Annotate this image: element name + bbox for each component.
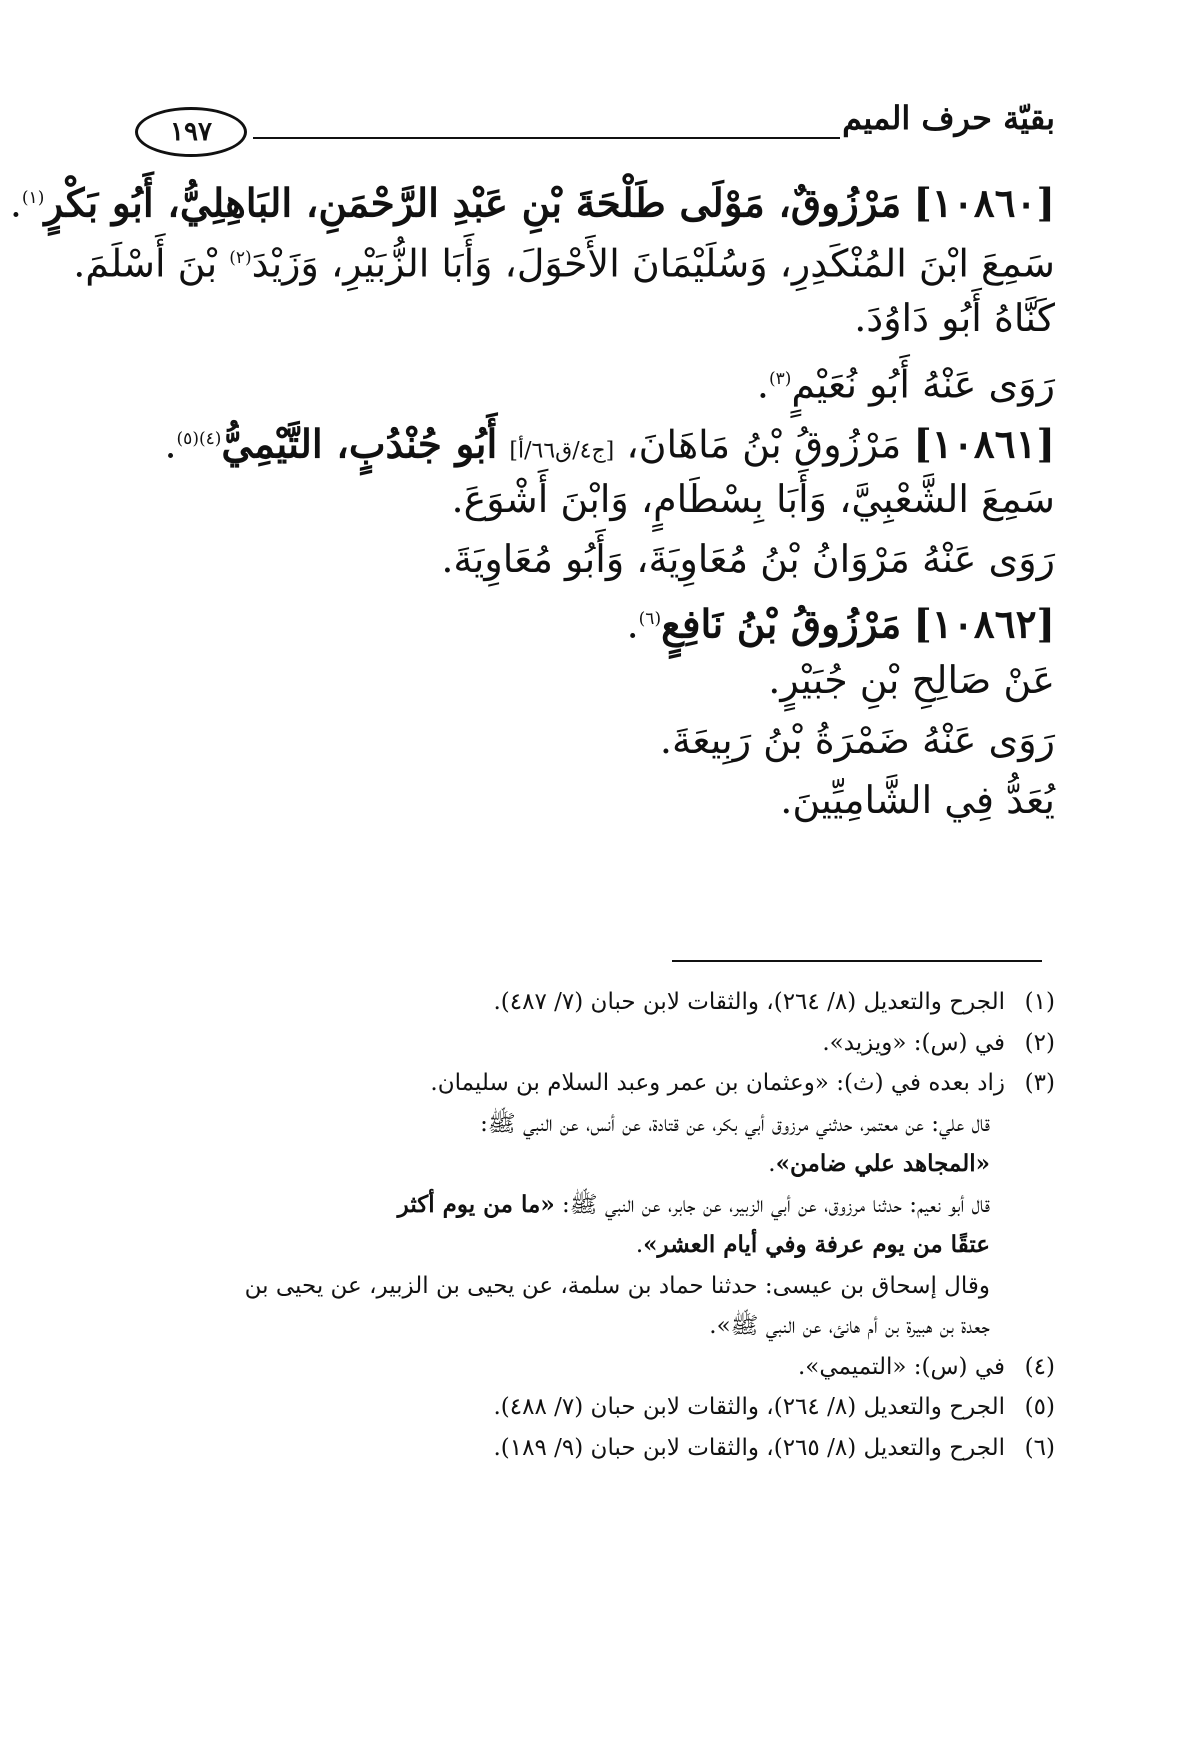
footnote-text: في (س): «التميمي». (797, 1353, 1005, 1380)
text-line (73, 228, 1055, 288)
hadith-quote: «المجاهد علي ضامن» (775, 1150, 990, 1177)
footnote-3-line: جعدة بن هبيرة بن أم هانئ، عن النبي ﷺ». (709, 1313, 990, 1339)
entry-number: [١٠٨٦١] (913, 421, 1055, 468)
text-line: رَوَى عَنْهُ أَبُو نُعَيْمٍ$^{(٣)}$. (756, 362, 1055, 407)
page-header (135, 95, 1055, 165)
footnote-ref[interactable]: (٦) (638, 609, 662, 630)
text-line: رَوَى عَنْهُ ضَمْرَةُ بْنُ رَبِيعَةَ. (659, 717, 1055, 762)
text-line: سَمِعَ الشَّعْبِيَّ، وَأَبَا بِسْطَامٍ، وَابْنَ أَشْوَعَ. (451, 476, 1055, 521)
entry-kunya: أَبُو جُنْدُبٍ، التَّيْمِيُّ (221, 421, 498, 468)
footnote-3-line (145, 1225, 1055, 1266)
text-segment: سَمِعَ ابْنَ المُنْكَدِرِ، وَسُلَيْمَانَ الأَحْوَلَ، وَأَبَا الزُّبَيْرِ، وَزَيْدَ (251, 241, 1055, 286)
footnote-ref[interactable]: (٢) (229, 248, 252, 269)
entry-10862: [١٠٨٦٢] مَرْزُوقُ بْنُ نَافِعٍ$^{(٦)}$. (626, 601, 1055, 648)
footnote-number: (١) (1024, 989, 1055, 1015)
footnote-number: (٣) (1024, 1070, 1055, 1096)
punctuation: . (768, 1151, 776, 1177)
hadith-quote: عتقًا من يوم عرفة وفي أيام العشر» (643, 1231, 990, 1258)
entry-10860: [١٠٨٦٠] مَرْزُوقٌ، مَوْلَى طَلْحَةَ بْنِ عَبْدِ الرَّحْمَنِ، البَاهِلِيُّ، أَبُو بَكْرٍ$^{(١)}$. (9, 180, 1055, 227)
text-line: يُعَدُّ فِي الشَّامِيِّينَ. (780, 777, 1055, 822)
footnote-text: في (س): «ويزيد». (822, 1029, 1005, 1056)
footnote-number: (٥) (1024, 1394, 1055, 1420)
footnote-text: قال أبو نعيم: حدثنا مرزوق، عن أبي الزبير، عن جابر، عن النبي ﷺ: (554, 1191, 990, 1218)
footnote-3-line: قال علي: عن معتمر، حدثني مرزوق أبي بكر، عن قتادة، عن أنس، عن النبي ﷺ: (480, 1110, 990, 1137)
footnotes (145, 982, 1055, 1468)
footnote-number: (٢) (1024, 1029, 1055, 1056)
footnote-text: الجرح والتعديل (٨/ ٢٦٥)، والثقات لابن حبان (٩/ ١٨٩). (493, 1434, 1005, 1461)
entry-name: مَرْزُوقُ بْنُ نَافِعٍ (661, 601, 902, 648)
footnote-text: الجرح والتعديل (٨/ ٢٦٤)، والثقات لابن حبان (٧/ ٤٨٨). (493, 1394, 1005, 1420)
header-rule (253, 137, 840, 139)
footnote-separator (672, 960, 1042, 962)
page-number: ١٩٧ (135, 107, 247, 157)
footnote-2 (145, 1023, 1055, 1064)
text-segment: بْنَ أَسْلَمَ. (73, 241, 230, 286)
entry-number: [١٠٨٦٠] (913, 180, 1055, 227)
footnote-3 (145, 1063, 1055, 1104)
text-segment: رَوَى عَنْهُ أَبُو نُعَيْمٍ (791, 362, 1055, 407)
footnote-3-line (145, 1144, 1055, 1185)
text-line: كَنَّاهُ أَبُو دَاوُدَ. (854, 296, 1055, 341)
footnote-ref[interactable]: (٣) (768, 368, 792, 389)
hadith-quote: «ما من يوم أكثر (397, 1190, 555, 1218)
footnote-ref[interactable]: (١) (21, 188, 45, 208)
footnote-text: الجرح والتعديل (٨/ ٢٦٤)، والثقات لابن حبان (٧/ ٤٨٧). (493, 989, 1005, 1015)
punctuation: . (635, 1232, 644, 1258)
entry-number: [١٠٨٦٢] (913, 601, 1055, 648)
main-text (9, 168, 1055, 830)
footnote-6 (145, 1428, 1055, 1469)
text-line: رَوَى عَنْهُ مَرْوَانُ بْنُ مُعَاوِيَةَ، وَأَبُو مُعَاوِيَةَ. (441, 537, 1055, 582)
footnote-ref[interactable]: (٤)(٥) (176, 428, 222, 449)
footnote-number: (٤) (1024, 1353, 1055, 1380)
text-line: عَنْ صَالِحِ بْنِ جُبَيْرٍ. (768, 657, 1055, 702)
footnote-3-line: وقال إسحاق بن عيسى: حدثنا حماد بن سلمة، عن يحيى بن الزبير، عن يحيى بن (244, 1272, 990, 1299)
footnote-3-line (145, 1185, 1055, 1226)
footnote-1 (145, 982, 1055, 1023)
footnote-number: (٦) (1024, 1434, 1055, 1461)
entry-10861: [١٠٨٦١] مَرْزُوقُ بْنُ مَاهَانَ، [ج٤/ق٦٦/أ] أَبُو جُنْدُبٍ، التَّيْمِيُّ$^{(٤)(٥)}$. (164, 421, 1055, 468)
manuscript-ref: [ج٤/ق٦٦/أ] (509, 438, 615, 464)
footnote-5 (145, 1387, 1055, 1428)
entry-name: مَرْزُوقُ بْنُ مَاهَانَ، (626, 422, 902, 467)
running-title: بقيّة حرف الميم (842, 99, 1055, 137)
footnote-4 (145, 1347, 1055, 1388)
footnote-text: زاد بعده في (ث): «وعثمان بن عمر وعبد السلام بن سليمان. (430, 1070, 1005, 1096)
entry-name: مَرْزُوقٌ، مَوْلَى طَلْحَةَ بْنِ عَبْدِ الرَّحْمَنِ، البَاهِلِيُّ، أَبُو بَكْرٍ (44, 180, 902, 227)
